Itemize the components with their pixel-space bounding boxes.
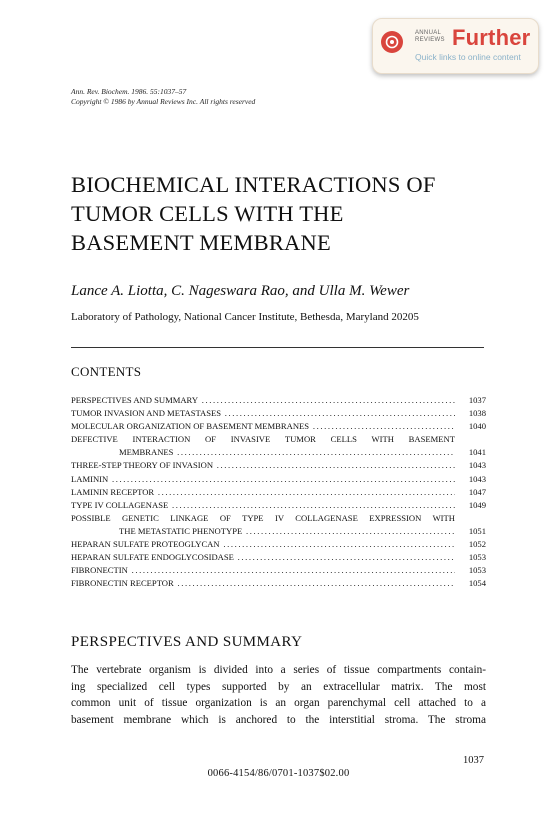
toc-entry[interactable] bbox=[71, 486, 486, 499]
author-list: Lance A. Liotta, C. Nageswara Rao, and Ulla M. Wewer bbox=[71, 283, 410, 299]
toc-entry-page: 1054 bbox=[468, 578, 486, 589]
copyright-line: Copyright © 1986 by Annual Reviews Inc. All rights reserved bbox=[71, 97, 256, 106]
toc-entry[interactable] bbox=[71, 433, 486, 459]
toc-entry[interactable] bbox=[71, 407, 486, 420]
toc-entry-title-continued: MEMBRANES ..... bbox=[71, 446, 455, 459]
citation-block bbox=[71, 87, 255, 107]
toc-entry[interactable] bbox=[71, 473, 486, 486]
toc-entry-title: HEPARAN SULFATE PROTEOGLYCAN ..... bbox=[71, 538, 455, 551]
toc-entry-title-continued: THE METASTATIC PHENOTYPE ..... bbox=[71, 525, 455, 538]
paragraph-line: ing specialized cell types supported by an extracellular matrix. The most bbox=[71, 680, 486, 693]
page-number: 1037 bbox=[463, 755, 484, 766]
affiliation: Laboratory of Pathology, National Cancer Institute, Bethesda, Maryland 20205 bbox=[71, 311, 419, 323]
toc-entry-title: THREE-STEP THEORY OF INVASION ..... bbox=[71, 459, 455, 472]
toc-entry-page: 1051 bbox=[468, 525, 486, 536]
toc-entry-page: 1043 bbox=[468, 460, 486, 471]
toc-entry-page: 1043 bbox=[468, 473, 486, 484]
toc-entry-title: DEFECTIVE INTERACTION OF INVASIVE TUMOR CELLS WITH BASEMENT bbox=[71, 434, 455, 445]
toc-entry-page: 1047 bbox=[468, 486, 486, 497]
title-line: BASEMENT MEMBRANE bbox=[71, 230, 331, 255]
section-heading: PERSPECTIVES AND SUMMARY bbox=[71, 634, 303, 650]
toc-entry[interactable] bbox=[71, 499, 486, 512]
title-line: BIOCHEMICAL INTERACTIONS OF bbox=[71, 172, 436, 197]
further-badge-link[interactable] bbox=[372, 18, 539, 74]
toc-entry-title: PERSPECTIVES AND SUMMARY ..... bbox=[71, 394, 455, 407]
toc-entry-title: HEPARAN SULFATE ENDOGLYCOSIDASE ..... bbox=[71, 551, 455, 564]
paragraph-line: The vertebrate organism is divided into a series of tissue compartments contain- bbox=[71, 664, 486, 676]
footer-code: 0066-4154/86/0701-1037$02.00 bbox=[207, 768, 350, 779]
toc-entry-page: 1049 bbox=[468, 499, 486, 510]
toc-entry[interactable] bbox=[71, 394, 486, 407]
toc-entry-title: TYPE IV COLLAGENASE ..... bbox=[71, 499, 455, 512]
toc-entry-title: FIBRONECTIN ..... bbox=[71, 564, 455, 577]
toc-entry[interactable] bbox=[71, 459, 486, 472]
toc-entry[interactable] bbox=[71, 420, 486, 433]
toc-entry-title: MOLECULAR ORGANIZATION OF BASEMENT MEMBRANES ..... bbox=[71, 420, 455, 433]
paragraph-line: basement membrane which is anchored to the interstitial stroma. The stroma bbox=[71, 713, 486, 726]
toc-entry-page: 1041 bbox=[468, 447, 486, 458]
contents-heading: CONTENTS bbox=[71, 364, 142, 379]
toc-entry[interactable] bbox=[71, 512, 486, 538]
annual-reviews-logo-icon bbox=[381, 31, 403, 53]
body-paragraph bbox=[71, 662, 486, 728]
further-label: Further bbox=[452, 25, 531, 50]
toc-entry[interactable] bbox=[71, 564, 486, 577]
title-line: TUMOR CELLS WITH THE bbox=[71, 201, 344, 226]
toc-entry-page: 1038 bbox=[468, 408, 486, 419]
toc-entry[interactable] bbox=[71, 551, 486, 564]
toc-entry-page: 1052 bbox=[468, 539, 486, 550]
divider bbox=[71, 347, 484, 348]
table-of-contents bbox=[71, 394, 486, 590]
citation-line: Ann. Rev. Biochem. 1986. 55:1037–57 bbox=[71, 87, 187, 96]
paragraph-line: common unit of tissue organization is an organ parenchymal cell attached to a bbox=[71, 697, 486, 709]
toc-entry-page: 1040 bbox=[468, 421, 486, 432]
annual-reviews-wordmark: ANNUAL REVIEWS bbox=[415, 30, 445, 43]
toc-entry-page: 1053 bbox=[468, 565, 486, 576]
toc-entry-title: POSSIBLE GENETIC LINKAGE OF TYPE IV COLLAGENASE EXPRESSION WITH bbox=[71, 512, 455, 523]
toc-entry-title: LAMININ ..... bbox=[71, 473, 455, 486]
toc-entry-page: 1053 bbox=[468, 552, 486, 563]
toc-entry-title: LAMININ RECEPTOR ..... bbox=[71, 486, 455, 499]
toc-entry-title: FIBRONECTIN RECEPTOR ..... bbox=[71, 577, 455, 590]
toc-entry[interactable] bbox=[71, 538, 486, 551]
toc-entry[interactable] bbox=[71, 577, 486, 590]
toc-entry-page: 1037 bbox=[468, 395, 486, 405]
article-title bbox=[71, 170, 491, 257]
toc-entry-title: TUMOR INVASION AND METASTASES ..... bbox=[71, 407, 455, 420]
further-tagline: Quick links to online content bbox=[415, 52, 521, 62]
